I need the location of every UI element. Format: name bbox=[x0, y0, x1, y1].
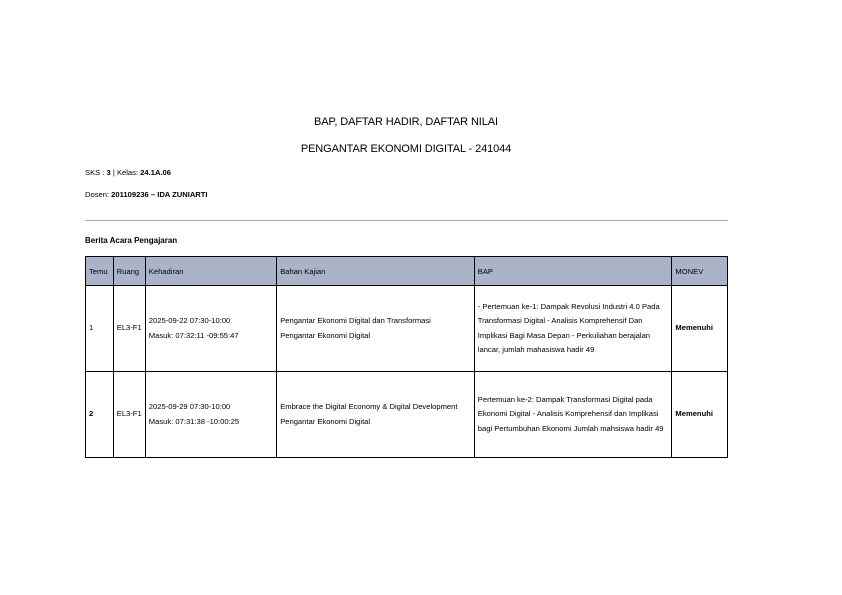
header-ruang: Ruang bbox=[113, 257, 145, 286]
header-bap: BAP bbox=[474, 257, 672, 286]
check-in-time: Masuk: 07:32:11 -09:55:47 bbox=[148, 330, 239, 340]
cell-temu: 1 bbox=[86, 286, 114, 372]
table-row bbox=[86, 372, 728, 458]
check-in-time: Masuk: 07:31:38 -10:00:25 bbox=[148, 416, 240, 426]
schedule-time: 2025-09-22 07:30-10:00 bbox=[148, 316, 231, 325]
cell-bahan-kajian bbox=[277, 286, 475, 372]
cell-temu: 2 bbox=[86, 372, 114, 458]
header-temu: Temu bbox=[86, 257, 114, 286]
header-bahan-kajian: Bahan Kajian bbox=[277, 257, 475, 286]
cell-bap: Pertemuan ke-2: Dampak Transformasi Digital pada Ekonomi Digital - Analisis Komprehensif dan Implikasi bagi Pertumbuhan Ekonomi Jumlah mahsiswa hadir 49 bbox=[474, 372, 672, 458]
cell-ruang: EL3-F1 bbox=[113, 372, 145, 458]
header-monev: MONEV bbox=[672, 257, 728, 286]
document-title: BAP, DAFTAR HADIR, DAFTAR NILAI bbox=[314, 116, 498, 128]
cell-monev: Memenuhi bbox=[672, 372, 728, 458]
header-kehadiran: Kehadiran bbox=[145, 257, 276, 286]
dosen-value: 201109236 – IDA ZUNIARTI bbox=[111, 190, 208, 199]
bap-table bbox=[85, 256, 728, 458]
topic-secondary: Pengantar Ekonomi Digital bbox=[280, 416, 371, 426]
cell-bahan-kajian bbox=[277, 372, 475, 458]
section-title: Berita Acara Pengajaran bbox=[85, 236, 178, 245]
cell-ruang: EL3-F1 bbox=[113, 286, 145, 372]
dosen-label: Dosen: bbox=[85, 190, 112, 199]
course-title: PENGANTAR EKONOMI DIGITAL - 241044 bbox=[300, 143, 512, 155]
kelas-label: | Kelas: bbox=[110, 168, 141, 177]
divider bbox=[85, 220, 728, 221]
course-meta bbox=[85, 168, 171, 177]
sks-label: SKS : bbox=[85, 168, 107, 177]
topic-primary: Embrace the Digital Economy & Digital Development bbox=[280, 402, 458, 411]
cell-bap: - Pertemuan ke-1: Dampak Revolusi Industri 4.0 Pada Transformasi Digital - Analisis Komprehensif Dan Implikasi Bagi Masa Depan - Perkuliahan berajalan lancar, jumlah mahasiswa hadir 49 bbox=[474, 286, 672, 372]
topic-primary: Pengantar Ekonomi Digital dan Transformasi bbox=[280, 316, 431, 325]
table-row bbox=[86, 286, 728, 372]
schedule-time: 2025-09-29 07:30-10:00 bbox=[148, 402, 231, 411]
kelas-value: 24.1A.06 bbox=[140, 168, 172, 177]
cell-monev: Memenuhi bbox=[672, 286, 728, 372]
sks-value: 3 bbox=[106, 168, 111, 177]
lecturer-meta bbox=[85, 190, 208, 199]
cell-kehadiran bbox=[145, 372, 276, 458]
cell-kehadiran bbox=[145, 286, 276, 372]
table-header-row bbox=[86, 257, 728, 286]
topic-secondary: Pengantar Ekonomi Digital bbox=[280, 330, 371, 340]
